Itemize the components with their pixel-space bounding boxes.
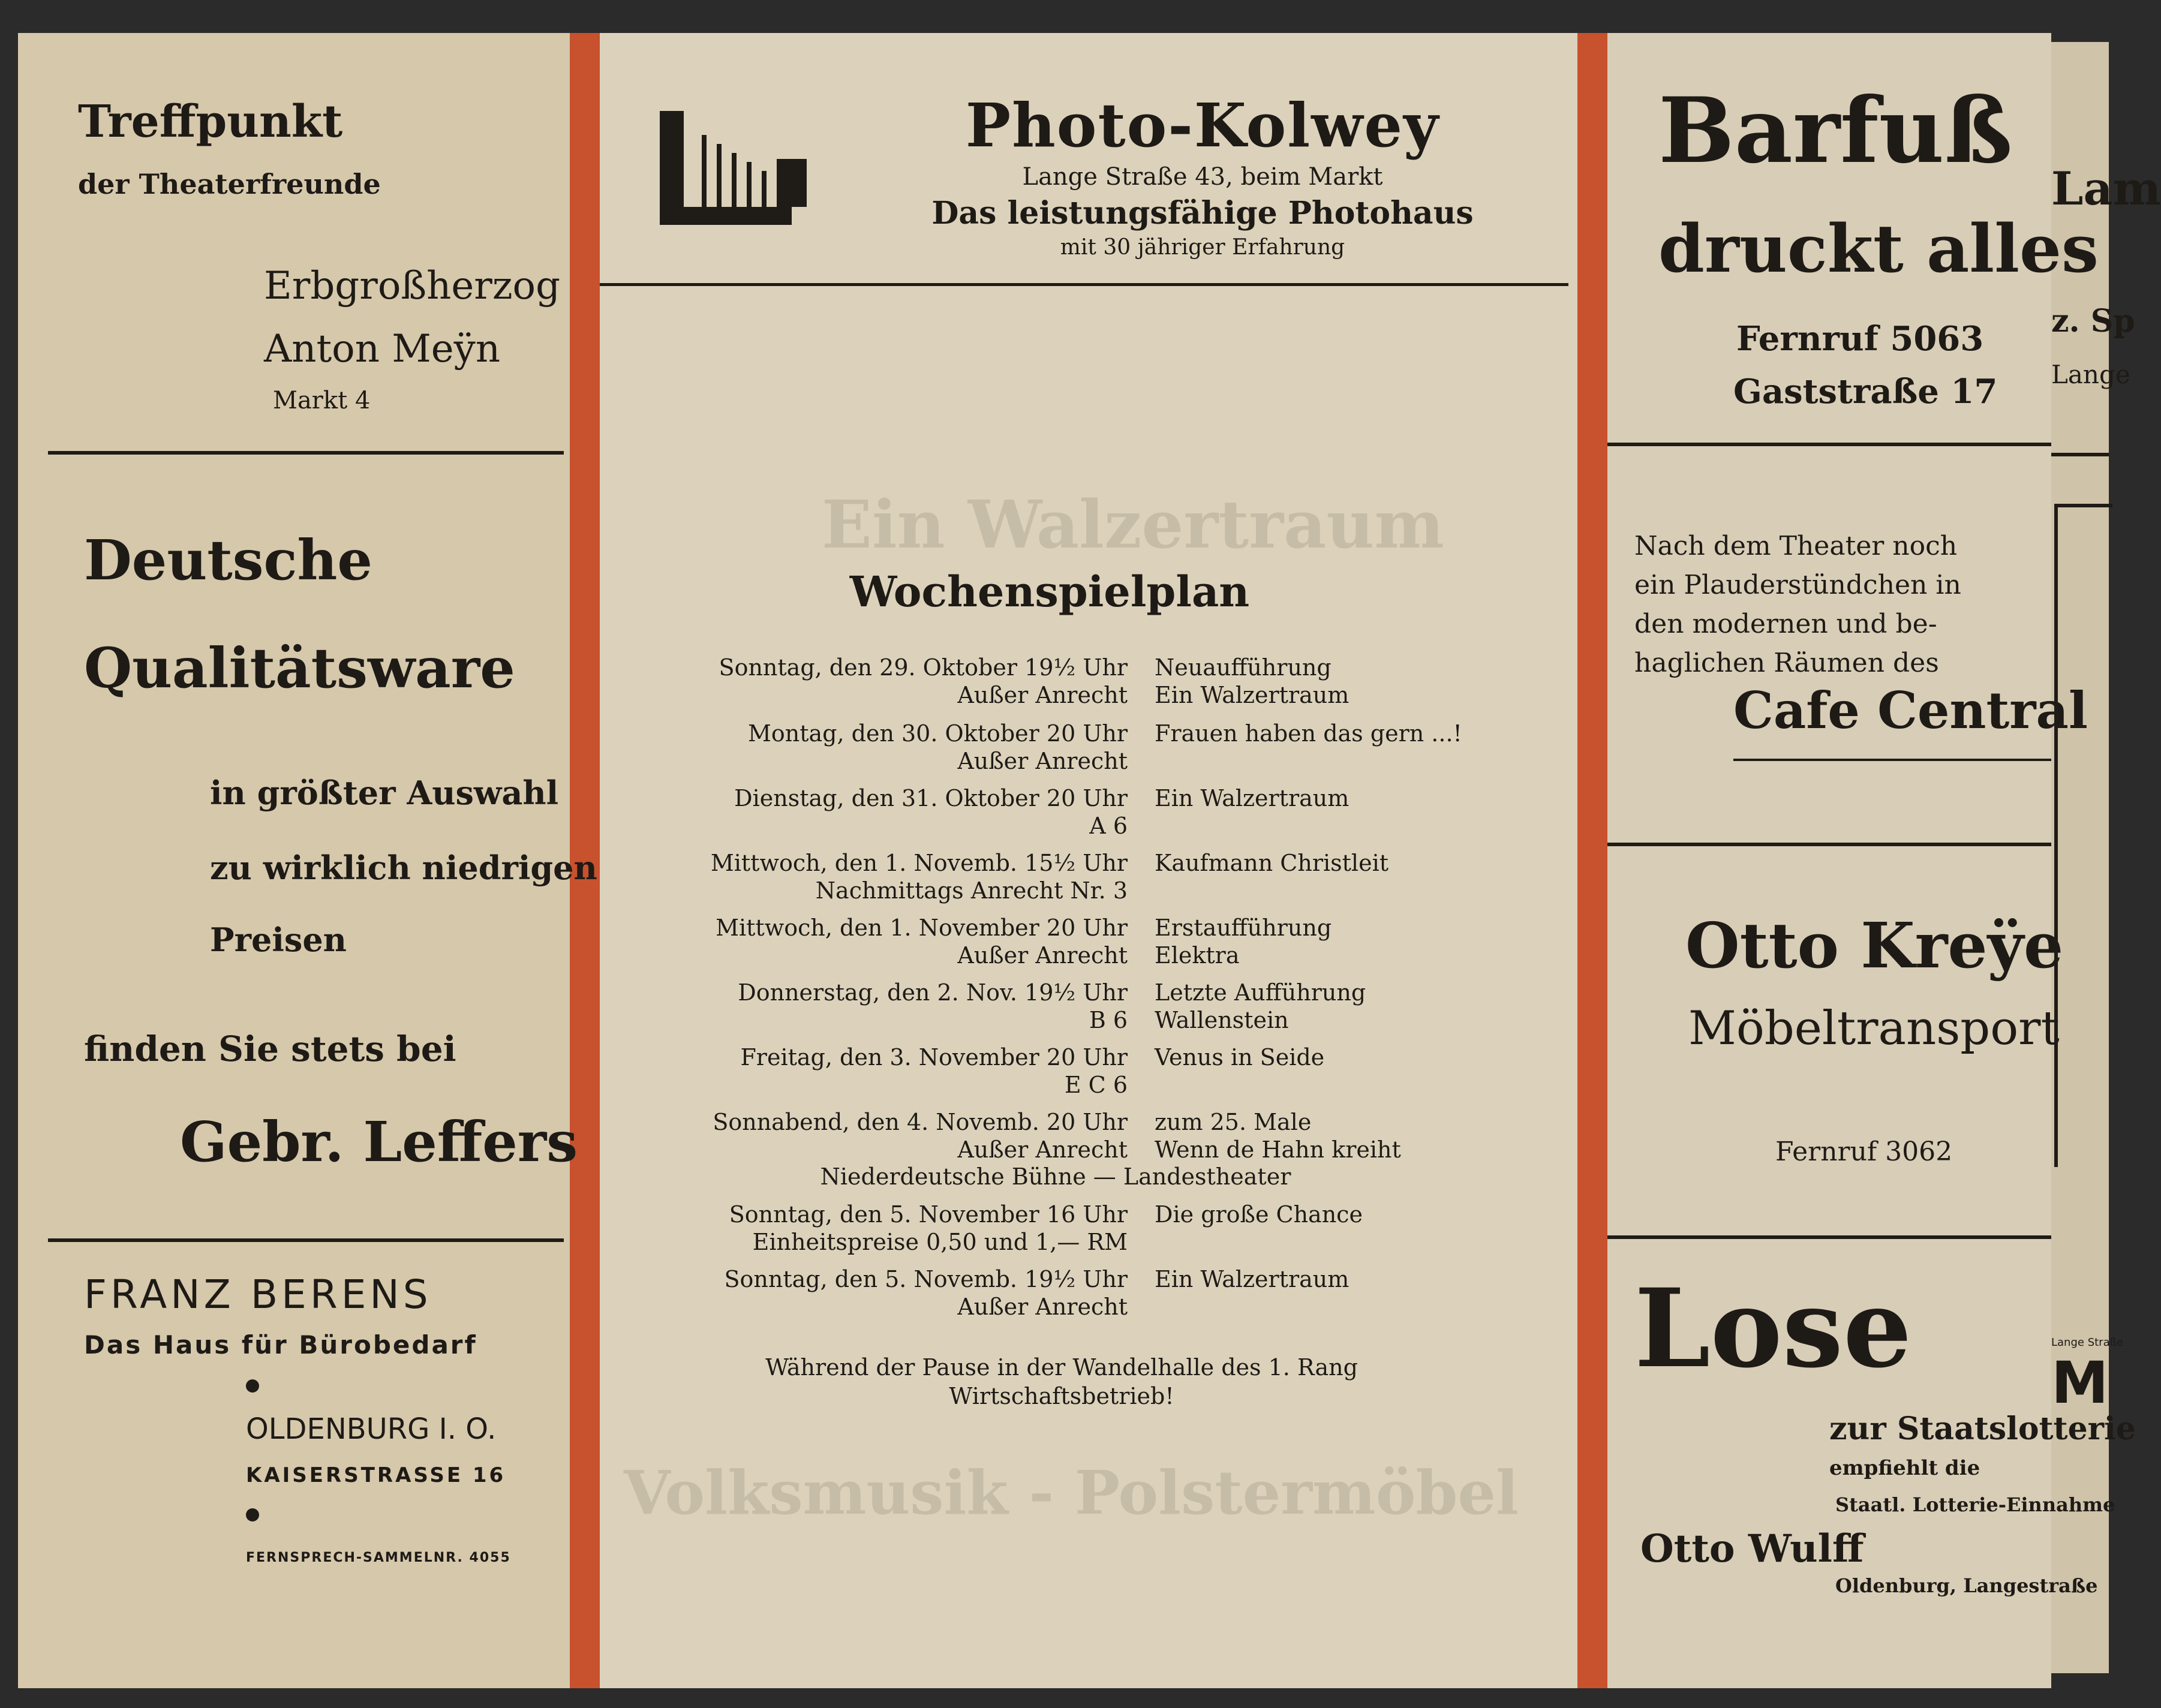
kreye-service: Möbeltransport — [1688, 1002, 2060, 1056]
red-band-right — [1577, 33, 1607, 1688]
row-5-play-sub: Elektra — [1155, 942, 1240, 969]
row-2-play: Frauen haben das gern ...! — [1155, 720, 1462, 747]
row-5-date: Mittwoch, den 1. November 20 Uhr — [716, 915, 1128, 941]
row-2-date: Montag, den 30. Oktober 20 Uhr — [747, 720, 1128, 747]
left-divider-2 — [48, 1238, 564, 1242]
bullet-2 — [246, 1508, 259, 1521]
row-1-sub: Außer Anrecht — [957, 682, 1128, 708]
row-3-play: Ein Walzertraum — [1155, 785, 1350, 811]
barfuss-name: Barfuß — [1658, 78, 2013, 184]
row-8-date: Sonnabend, den 4. Novemb. 20 Uhr — [713, 1109, 1128, 1135]
barfuss-phone: Fernruf 5063 — [1736, 319, 1984, 359]
lose-title: Lose — [1634, 1265, 1912, 1392]
row-9-play: Die große Chance — [1155, 1201, 1363, 1228]
row-5-sub: Außer Anrecht — [957, 942, 1128, 969]
row-10-date: Sonntag, den 5. Novemb. 19½ Uhr — [724, 1266, 1128, 1292]
preisen-text: Preisen — [210, 921, 347, 959]
row-4-date: Mittwoch, den 1. Novemb. 15½ Uhr — [710, 850, 1128, 876]
row-3-sub: A 6 — [1089, 813, 1128, 839]
left-divider-1 — [48, 451, 564, 455]
right-divider-1 — [1607, 443, 2051, 446]
far-right-rule — [2051, 453, 2109, 456]
berens-tagline: Das Haus für Bürobedarf — [84, 1330, 477, 1360]
row-8-play-sub: Wenn de Hahn kreiht — [1155, 1136, 1401, 1163]
row-1-date: Sonntag, den 29. Oktober 19½ Uhr — [719, 654, 1128, 681]
camera-logo — [660, 111, 822, 225]
cafe-line-2: ein Plauderstündchen in — [1634, 570, 1961, 600]
lose-line-3: Staatl. Lotterie-Einnahme — [1835, 1493, 2115, 1516]
berens-street: KAISERSTRASSE 16 — [246, 1463, 506, 1487]
right-divider-3 — [1607, 1235, 2051, 1239]
lose-line-1: zur Staatslotterie — [1829, 1411, 2136, 1447]
row-6-play: Letzte Aufführung — [1155, 979, 1366, 1006]
erbgrossherzog-text: Erbgroßherzog — [264, 264, 561, 308]
finden-text: finden Sie stets bei — [84, 1029, 456, 1069]
row-8-sub: Außer Anrecht — [957, 1136, 1128, 1163]
berens-city: OLDENBURG I. O. — [246, 1412, 497, 1446]
treffpunkt-heading: Treffpunkt — [78, 96, 343, 148]
bullet-1 — [246, 1379, 259, 1393]
photo-kolwey-title: Photo-Kolwey — [965, 90, 1440, 161]
row-7-play: Venus in Seide — [1155, 1044, 1325, 1070]
far-right-frame — [2054, 504, 2112, 1167]
niedrigen-text: zu wirklich niedrigen — [210, 849, 597, 887]
barfuss-street: Gaststraße 17 — [1733, 372, 1998, 411]
berens-name: FRANZ BERENS — [84, 1271, 432, 1318]
row-6-date: Donnerstag, den 2. Nov. 19½ Uhr — [738, 979, 1128, 1006]
fragment-4: Lange Straße — [2051, 1336, 2124, 1349]
berens-phone: FERNSPRECH-SAMMELNR. 4055 — [246, 1550, 511, 1565]
row-10-play: Ein Walzertraum — [1155, 1266, 1350, 1292]
deutsche-heading: Deutsche — [84, 528, 372, 593]
markt-address: Markt 4 — [273, 387, 371, 414]
center-divider — [600, 283, 1568, 286]
row-5-play: Erstaufführung — [1155, 915, 1332, 941]
row-7-date: Freitag, den 3. November 20 Uhr — [740, 1044, 1128, 1070]
wochenspielplan-title: Wochenspielplan — [849, 567, 1250, 617]
leffers-name: Gebr. Leffers — [180, 1109, 578, 1174]
cafe-underline — [1733, 759, 2051, 761]
pause-note-1: Während der Pause in der Wandelhalle des 1. Rang — [765, 1354, 1358, 1381]
barfuss-slogan: druckt alles — [1658, 210, 2099, 287]
ghost-lower-show-through: Volksmusik - Polstermöbel — [624, 1457, 1519, 1528]
row-2-sub: Außer Anrecht — [957, 748, 1128, 774]
row-4-play: Kaufmann Christleit — [1155, 850, 1389, 876]
cafe-central-name: Cafe Central — [1733, 681, 2088, 740]
row-9-date: Sonntag, den 5. November 16 Uhr — [729, 1201, 1128, 1228]
cafe-line-3: den modernen und be- — [1634, 609, 1937, 639]
right-divider-2 — [1607, 843, 2051, 846]
lose-line-2: empfiehlt die — [1829, 1456, 1980, 1480]
wulff-city: Oldenburg, Langestraße — [1835, 1574, 2098, 1597]
row-1-play-sub: Ein Walzertraum — [1155, 682, 1350, 708]
qualitaetsware-heading: Qualitätsware — [84, 636, 515, 700]
photo-experience: mit 30 jähriger Erfahrung — [1060, 235, 1345, 260]
theaterfreunde-text: der Theaterfreunde — [78, 168, 381, 200]
photo-address: Lange Straße 43, beim Markt — [1022, 163, 1383, 191]
fragment-2: z. Sp — [2051, 303, 2135, 339]
anton-meyn-text: Anton Meÿn — [264, 327, 501, 371]
wulff-name: Otto Wulff — [1640, 1526, 1864, 1571]
niederdeutsche-note: Niederdeutsche Bühne — Landestheater — [820, 1163, 1291, 1190]
pause-note-2: Wirtschaftsbetrieb! — [949, 1383, 1174, 1409]
photo-slogan: Das leistungsfähige Photohaus — [931, 195, 1474, 231]
row-3-date: Dienstag, den 31. Oktober 20 Uhr — [734, 785, 1128, 811]
kreye-phone: Fernruf 3062 — [1775, 1136, 1953, 1167]
fragment-1: Lam — [2051, 162, 2161, 215]
cafe-line-4: haglichen Räumen des — [1634, 648, 1939, 678]
row-9-sub: Einheitspreise 0,50 und 1,— RM — [752, 1229, 1128, 1255]
kreye-name: Otto Kreÿe — [1685, 909, 2064, 982]
row-10-sub: Außer Anrecht — [957, 1294, 1128, 1320]
row-8-play: zum 25. Male — [1155, 1109, 1312, 1135]
cafe-line-1: Nach dem Theater noch — [1634, 531, 1958, 561]
row-4-sub: Nachmittags Anrecht Nr. 3 — [815, 877, 1128, 904]
row-1-play: Neuaufführung — [1155, 654, 1332, 681]
auswahl-text: in größter Auswahl — [210, 774, 559, 812]
fragment-5: M — [2051, 1349, 2109, 1417]
ghost-show-through: Ein Walzertraum — [822, 486, 1444, 563]
row-6-sub: B 6 — [1089, 1007, 1128, 1033]
row-6-play-sub: Wallenstein — [1155, 1007, 1289, 1033]
row-7-sub: E C 6 — [1064, 1072, 1128, 1098]
fragment-3: Lange — [2051, 360, 2130, 389]
